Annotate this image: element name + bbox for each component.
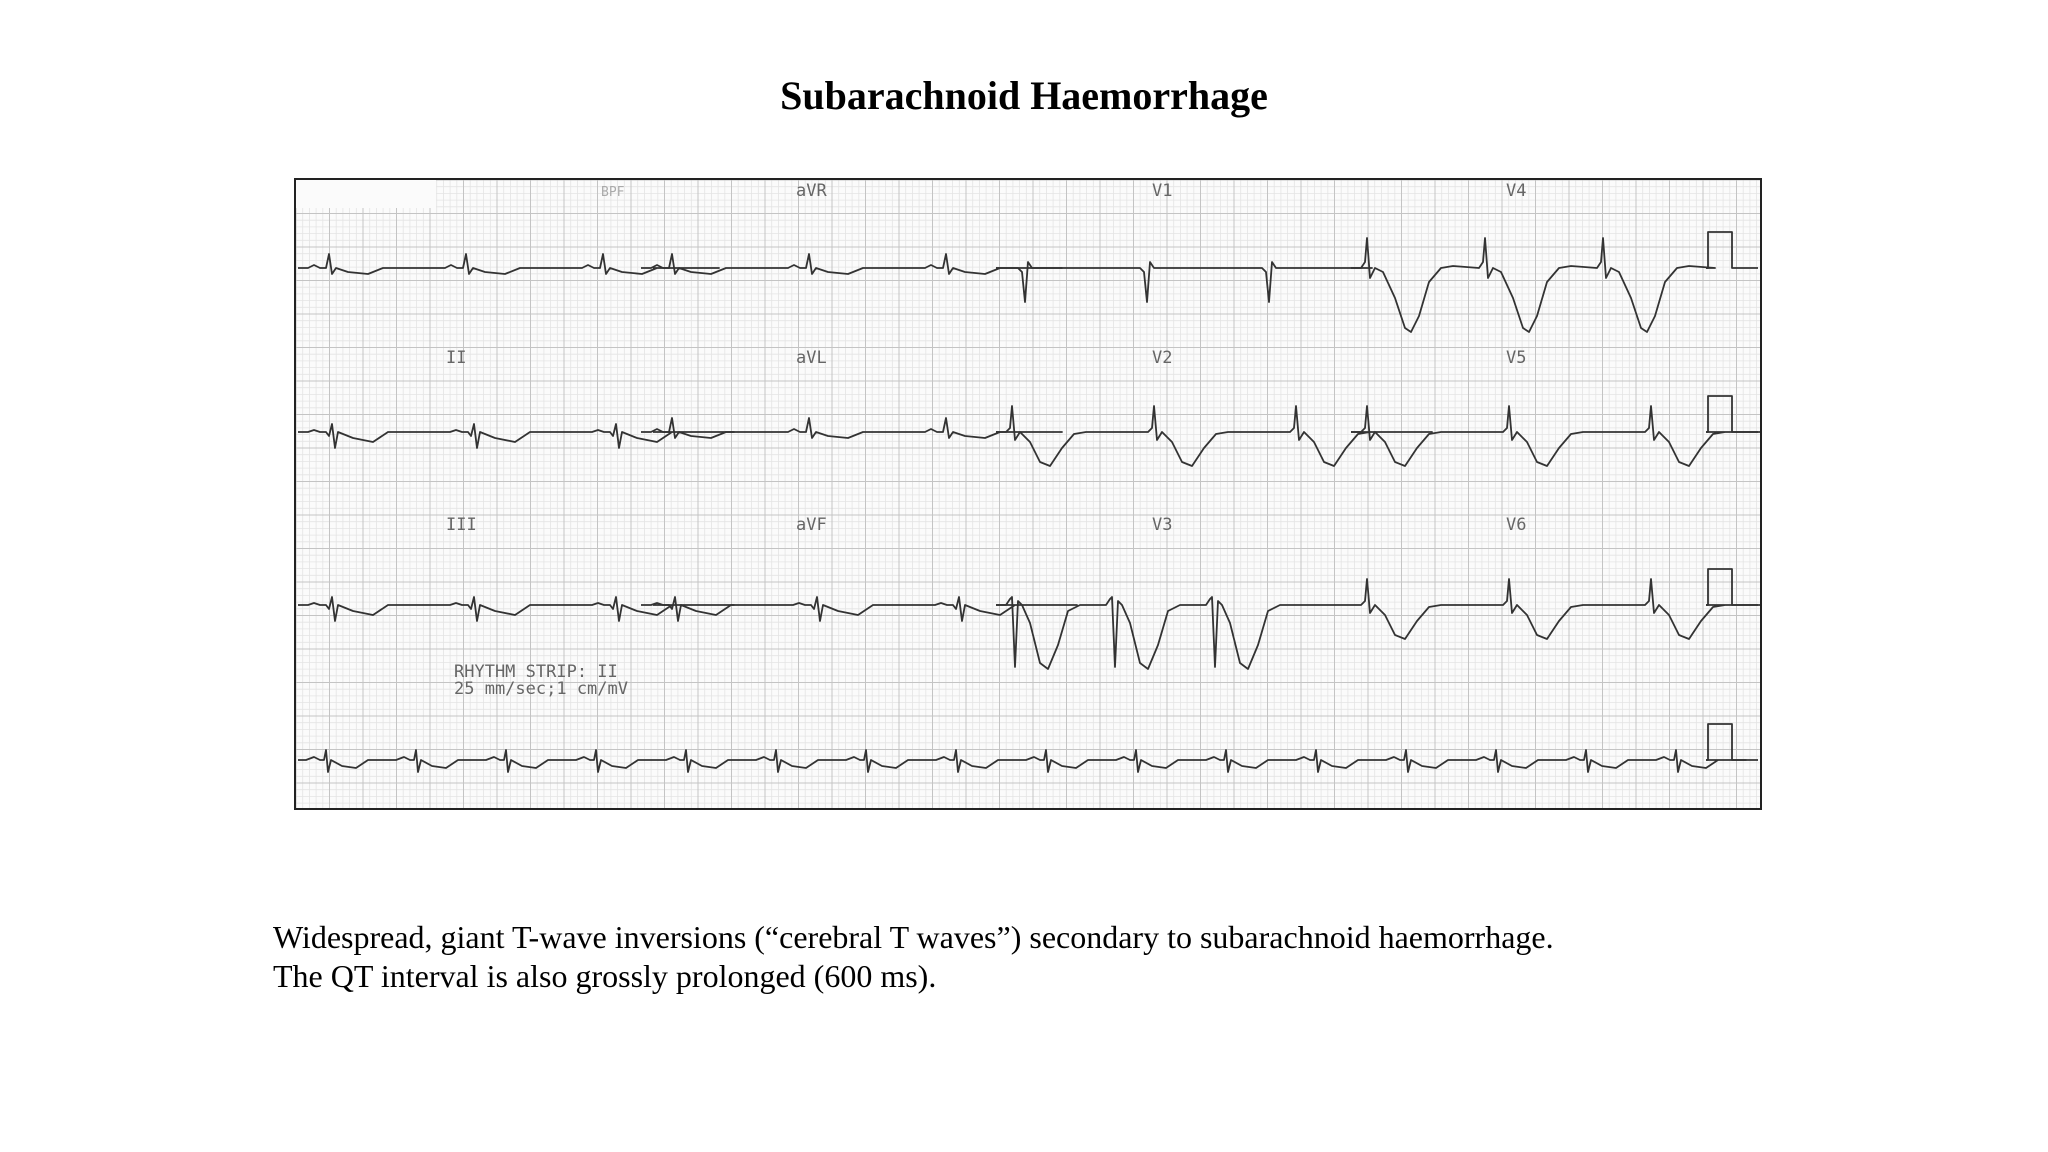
- ecg-svg: [296, 180, 1760, 808]
- caption-line-2: The QT interval is also grossly prolonged (600 ms).: [273, 958, 937, 994]
- lead-label-aVL: aVL: [796, 348, 827, 368]
- header-stamp: BPF: [601, 185, 625, 200]
- paper-patch: [296, 180, 436, 208]
- ecg-tracing: [294, 178, 1762, 810]
- lead-label-aVR: aVR: [796, 181, 827, 201]
- lead-label-aVF: aVF: [796, 515, 827, 535]
- lead-label-V2: V2: [1152, 348, 1173, 368]
- caption-line-1: Widespread, giant T-wave inversions (“cerebral T waves”) secondary to subarachnoid haemorrhage.: [273, 919, 1554, 955]
- ecg-grid: [296, 180, 1760, 808]
- trace-lead-V4: [1351, 238, 1715, 332]
- trace-lead-aVR: [641, 254, 1062, 274]
- lead-label-V4: V4: [1506, 181, 1527, 201]
- lead-label-II: II: [446, 348, 467, 368]
- grid-minor: [296, 180, 1760, 808]
- lead-label-V1: V1: [1152, 181, 1173, 201]
- trace-lead-I: [298, 254, 719, 274]
- trace-lead-V1: [996, 262, 1372, 302]
- rhythm-strip-label: RHYTHM STRIP: II: [454, 662, 618, 682]
- lead-label-V5: V5: [1506, 348, 1527, 368]
- slide-caption: [273, 918, 1833, 996]
- grid-major: [296, 180, 1760, 808]
- lead-label-V3: V3: [1152, 515, 1173, 535]
- lead-label-III: III: [446, 515, 477, 535]
- slide-title: Subarachnoid Haemorrhage: [780, 73, 1268, 118]
- speed-label: 25 mm/sec;1 cm/mV: [454, 679, 628, 699]
- lead-label-V6: V6: [1506, 515, 1527, 535]
